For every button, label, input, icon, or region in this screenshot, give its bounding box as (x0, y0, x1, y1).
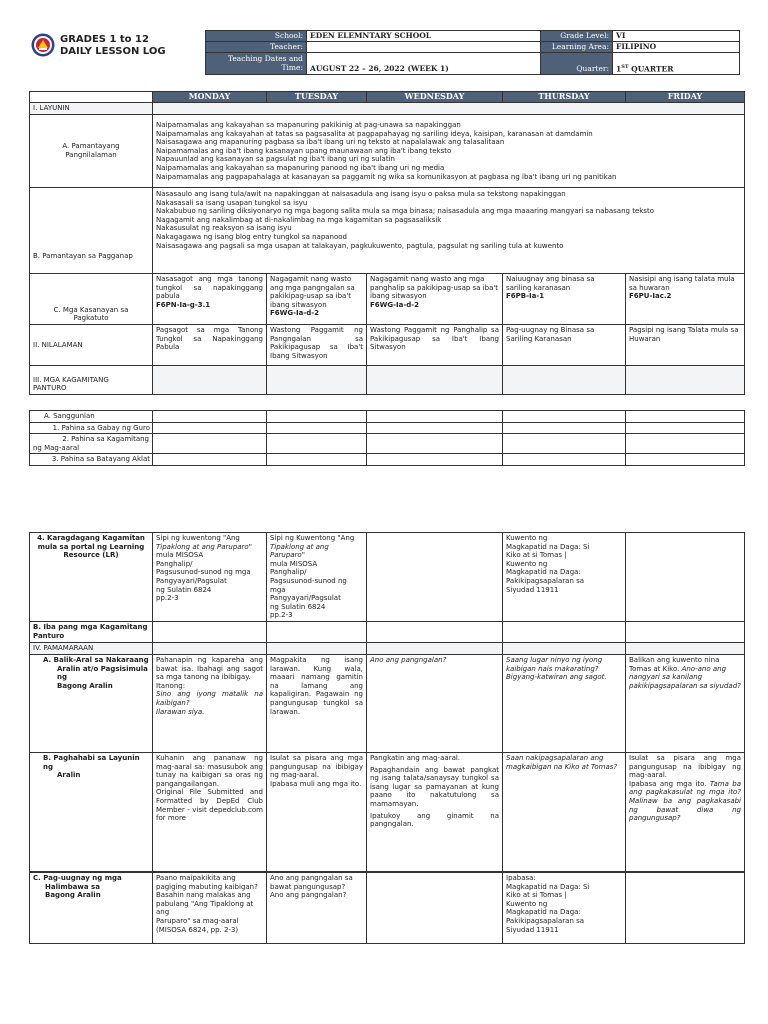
a-line: Napauunlad ang kasanayan sa pagsulat ng iba't ibang uri ng sulatin (156, 155, 395, 164)
sanggunian-label: A. Sanggunian (30, 411, 153, 423)
balik-aral-tuesday: Magpakita ng isang larawan. Kung wala, maaari namang gamitin na lamang ang kapaligiran. Pagawain ng pangungusap tungkol sa larawan. (267, 654, 367, 752)
title-line-1: GRADES 1 to 12 (60, 34, 149, 45)
kagamitang-label (30, 434, 153, 454)
b-line: Nagagamit ang nakalimbag at di-nakalimbag na mga kagamitan sa pagsasaliksik (156, 215, 442, 224)
pag-uugnay-wednesday (367, 873, 503, 944)
kagamitan-label-2: PANTURO (33, 384, 67, 393)
quarter-value (613, 53, 740, 75)
kagamitan-label (30, 366, 153, 395)
grade-label: Grade Level: (541, 31, 613, 42)
a-line: Naipamamalas ang kakayahan sa mapanuring pakikinig at pag-unawa sa napakinggan (156, 121, 461, 129)
nilalaman-tuesday: Wastong Paggamit ng Pangngalan sa Pakikipagusap sa Iba't Ibang Sitwasyon (267, 325, 367, 366)
school-value: EDEN ELEMNTARY SCHOOL (307, 31, 613, 42)
pamantayan-pagganap-row (30, 188, 745, 274)
lesson-table-examples (29, 872, 745, 944)
lr-row (30, 533, 745, 622)
lr-monday: Sipi ng kuwentong "Ang Tipaklong at ang Paruparo" mula MISOSA Panghalip/ Pagsusunod-sunod ng mga Pangyayari/Pagsulat ng Sulatin 6824 pp.2-3 (153, 533, 267, 622)
gabay-label: 1. Pahina sa Gabay ng Guro (30, 422, 153, 434)
pag-uugnay-monday: Paano maipakikita ang pagiging mabuting kaibigan? Basahin nang malakas ang pabulang "Ang Tipaklong at ang Paruparo" sa mag-aaral (MISOSA 6824, pp. 2-3) (153, 873, 267, 944)
balik-aral-wednesday: Ano ang pangngalan? (367, 654, 503, 752)
lr-wednesday (367, 533, 503, 622)
nilalaman-wednesday: Wastong Paggamit ng Panghalip sa Pakikipagusap sa Iba't Ibang Sitwasyon (367, 325, 503, 366)
dates-label (206, 53, 307, 75)
b-line: Nakasasali sa isang usapan tungkol sa isyu (156, 198, 308, 207)
lr-tuesday: Sipi ng Kuwentong "Ang Tipaklong at ang Paruparo" mula MISOSA Panghalip/ Pagsusunod-sunod ng mga Pangyayari/Pagsulat ng Sulatin 6824 pp.2-3 (267, 533, 367, 622)
dates-value: AUGUST 22 – 26, 2022 (WEEK 1) (307, 53, 613, 75)
kasanayan-thursday: Naiuugnay ang binasa sa sariling karanasan F6PB-Ia-1 (503, 274, 626, 325)
paghahabi-label: B. Paghahabi sa Layunin ng Aralin (30, 752, 153, 871)
paghahabi-wednesday: Pangkatin ang mag-aaral. Papaghandain ang bawat pangkat ng isang talata/sanaysay tungkol sa isang lugar sa pamayanan at kung paano ito nakatutulong sa mamamayan. Ipatukoy ang ginamit na pangngalan. (367, 752, 503, 871)
deped-logo (31, 33, 55, 57)
a-label-2: Pangnilalaman (65, 151, 117, 159)
grade-value: VI (613, 31, 740, 42)
sanggunian-row (30, 411, 745, 423)
lesson-table-objectives (29, 91, 745, 395)
paghahabi-row (30, 752, 745, 871)
log-title (60, 34, 166, 58)
quarter-sup: ST (621, 63, 629, 70)
c-label-1: C. Mga Kasanayan sa (53, 305, 129, 314)
pamantayang-pangnilalaman-label (30, 115, 153, 188)
competency-code: F6WG-Ia-d-2 (370, 300, 420, 309)
lr-thursday: Kuwento ng Magkapatid na Daga: Si Kiko at si Tomas | Kuwento ng Magkapatid na Daga: Pakikipagsapalaran sa Siyudad 11911 (503, 533, 626, 622)
b-line: Naisasagawa ang pagsali sa mga usapan at talakayan, pagkukuwento, pagtula, pagsulat ng sariling tula at kuwento (156, 241, 564, 250)
kagamitang-row (30, 434, 745, 454)
pamamaraan-row (30, 642, 745, 654)
b-line: Nasasaulo ang isang tula/awit na napakinggan at naisasadula ang isang isyu o paksa mula sa tekstong napakinggan (156, 190, 566, 198)
dates-label-1: Teaching Dates and (227, 53, 303, 63)
kagamitang-label-2: ng Mag-aaral (33, 443, 80, 452)
balik-aral-label: A. Balik-Aral sa Nakaraang Aralin at/o Pagsisimula ng Bagong Aralin (30, 654, 153, 752)
nilalaman-monday: Pagsagot sa mga Tanong Tungkol sa Napakinggang Pabula (153, 325, 267, 366)
nilalaman-label: II. NILALAMAN (30, 325, 153, 366)
lesson-table-procedures (29, 532, 745, 872)
quarter-num: 1 (616, 64, 622, 74)
kagamitan-row (30, 366, 745, 395)
kasanayan-friday: Nasisipi ang isang talata mula sa huwaran F6PU-Iac.2 (626, 274, 745, 325)
competency-code: F6WG-Ia-d-2 (270, 309, 320, 318)
b-line: Nakagagawa ng isang blog entry tungkol sa napanood (156, 232, 347, 241)
pamantayang-pangnilalaman-text (153, 115, 745, 188)
day-tuesday: TUESDAY (267, 92, 367, 103)
dates-label-2: Time: (281, 62, 303, 72)
area-label: Learning Area: (541, 42, 613, 53)
a-label-1: A. Pamantayang (62, 142, 120, 151)
balik-aral-monday: Pahanapin ng kapareha ang bawat isa. Ibahagi ang sagot sa mga tanong na ibibigay. Itanong: Sino ang iyong matalik na kaibigan? Ilarawan siya. (153, 654, 267, 752)
paghahabi-tuesday: Isulat sa pisara ang mga pangungusap na ibibigay ng mag-aaral. Ipabasa muli ang mga ito. (267, 752, 367, 871)
b-line: Nakabubuo ng sariling diksiyonaryo ng mga bagong salita mula sa mga binasa; naisasadula ang mga maaaring mangyari sa nabasang teksto (156, 207, 654, 216)
a-line: Naipamamalas ang iba't ibang kasanayan upang maunawaan ang iba't ibang teksto (156, 146, 452, 155)
competency-code: F6PB-Ia-1 (506, 292, 545, 301)
day-wednesday: WEDNESDAY (367, 92, 503, 103)
nilalaman-thursday: Pag-uugnay ng Binasa sa Sariling Karanasan (503, 325, 626, 366)
day-thursday: THURSDAY (503, 92, 626, 103)
kasanayan-label (30, 274, 153, 325)
school-label: School: (206, 31, 307, 42)
paghahabi-monday: Kuhanin ang pananaw ng mag-aaral sa: masusubok ang tunay na kaibigan sa oras ng pangangailangan. Original File Submitted and Formatted by DepEd Club Member - visit depedclub.com for more (153, 752, 267, 871)
lr-friday (626, 533, 745, 622)
teacher-label: Teacher: (206, 42, 307, 53)
area-value: FILIPINO (613, 42, 740, 53)
kasanayan-tuesday: Nagagamit nang wasto ang mga pangngalan sa pakikipag-usap sa iba't ibang sitwasyon F6WG-Ia-d-2 (267, 274, 367, 325)
header-info-grade (540, 30, 740, 75)
paghahabi-friday: Isulat sa pisara ang mga pangungusap na ibibigay ng mag-aaral. Ipabasa ang mga ito. Tama ba ang pagkakasulat ng mga ito? Malinaw ba ang pagkakasabi ng bawat diwa ng pangungusap? (626, 752, 745, 871)
iba-pang-kagamitan-row (30, 621, 745, 642)
nilalaman-row (30, 325, 745, 366)
pag-uugnay-tuesday: Ano ang pangngalan sa bawat pangungusap? Ano ang pangngalan? (267, 873, 367, 944)
pamantayang-pangnilalaman-row (30, 115, 745, 188)
kasanayan-monday: Nasasagot ang mga tanong tungkol sa napakinggang pabula F6PN-Ia-g-3.1 (153, 274, 267, 325)
kasanayan-row (30, 274, 745, 325)
competency-code: F6PU-Iac.2 (629, 292, 672, 301)
pag-uugnay-thursday: Ipabasa: Magkapatid na Daga: Si Kiko at si Tomas | Kuwento ng Magkapatid na Daga: Pakikipagsapalaran sa Siyudad 11911 (503, 873, 626, 944)
kagamitang-label-1: 2. Pahina sa Kagamitang (62, 435, 149, 444)
nilalaman-friday: Pagsipi ng isang Talata mula sa Huwaran (626, 325, 745, 366)
balik-aral-row (30, 654, 745, 752)
a-line: Naipamamalas ang pagpapahalaga at kasanayan sa paggamit ng wika sa komunikasyon at pagbasa ng iba't ibang uri ng panitikan (156, 172, 617, 181)
quarter-rest: QUARTER (628, 64, 674, 74)
pag-uugnay-label: C. Pag-uugnay ng mga Halimbawa sa Bagong Aralin (30, 873, 153, 944)
day-friday: FRIDAY (626, 92, 745, 103)
pag-uugnay-friday (626, 873, 745, 944)
b-line: Nakasusulat ng reaksyon sa isang isyu (156, 224, 292, 233)
balik-aral-thursday: Saang lugar ninyo ng iyong kaibigan nais makarating? Bigyang-katwiran ang sagot. (503, 654, 626, 752)
kagamitan-label-1: III. MGA KAGAMITANG (33, 375, 109, 384)
layunin-label: I. LAYUNIN (30, 103, 153, 115)
aklat-row (30, 454, 745, 466)
iba-pang-kagamitan-label: B. Iba pang mga Kagamitang Panturo (30, 621, 153, 642)
day-monday: MONDAY (153, 92, 267, 103)
competency-code: F6PN-Ia-g-3.1 (156, 300, 211, 309)
pamantayan-pagganap-label: B. Pamantayan sa Pagganap (30, 188, 153, 274)
gabay-row (30, 422, 745, 434)
pamantayan-pagganap-text (153, 188, 745, 274)
a-line: Naipamamalas ang kakayahan at tatas sa pagsasalita at pagpapahayag ng sariling ideya, kaisipan, karanasan at damdamin (156, 129, 593, 138)
layunin-row (30, 103, 745, 115)
day-header-row (30, 92, 745, 103)
pamamaraan-label: IV. PAMAMARAAN (30, 642, 153, 654)
c-label-2: Pagkatuto (73, 314, 109, 323)
paghahabi-thursday: Saan nakipagsapalaran ang magkaibigan na Kiko at Tomas? (503, 752, 626, 871)
lr-label: 4. Karagdagang Kagamitan mula sa portal ng Learning Resource (LR) (30, 533, 153, 622)
quarter-label: Quarter: (541, 53, 613, 75)
a-line: Naisasagawa ang mapanuring pagbasa sa iba't ibang uri ng teksto at napalalawak ang talasalitaan (156, 138, 505, 147)
balik-aral-friday: Balikan ang kuwento nina Tomas at Kiko. Ano-ano ang nangyari sa kanilang pakikipagsapalaran sa siyudad? (626, 654, 745, 752)
title-line-2: DAILY LESSON LOG (60, 46, 166, 57)
pag-uugnay-row (30, 873, 745, 944)
a-line: Naipamamalas ang kakayahan sa mapanuring panood ng iba't ibang uri ng media (156, 163, 445, 172)
kasanayan-wednesday: Nagagamit nang wasto ang mga panghalip sa pakikipag-usap sa iba't ibang sitwasyon F6WG-Ia-d-2 (367, 274, 503, 325)
aklat-label: 3. Pahina sa Batayang Aklat (30, 454, 153, 466)
lesson-table-references (29, 410, 745, 466)
